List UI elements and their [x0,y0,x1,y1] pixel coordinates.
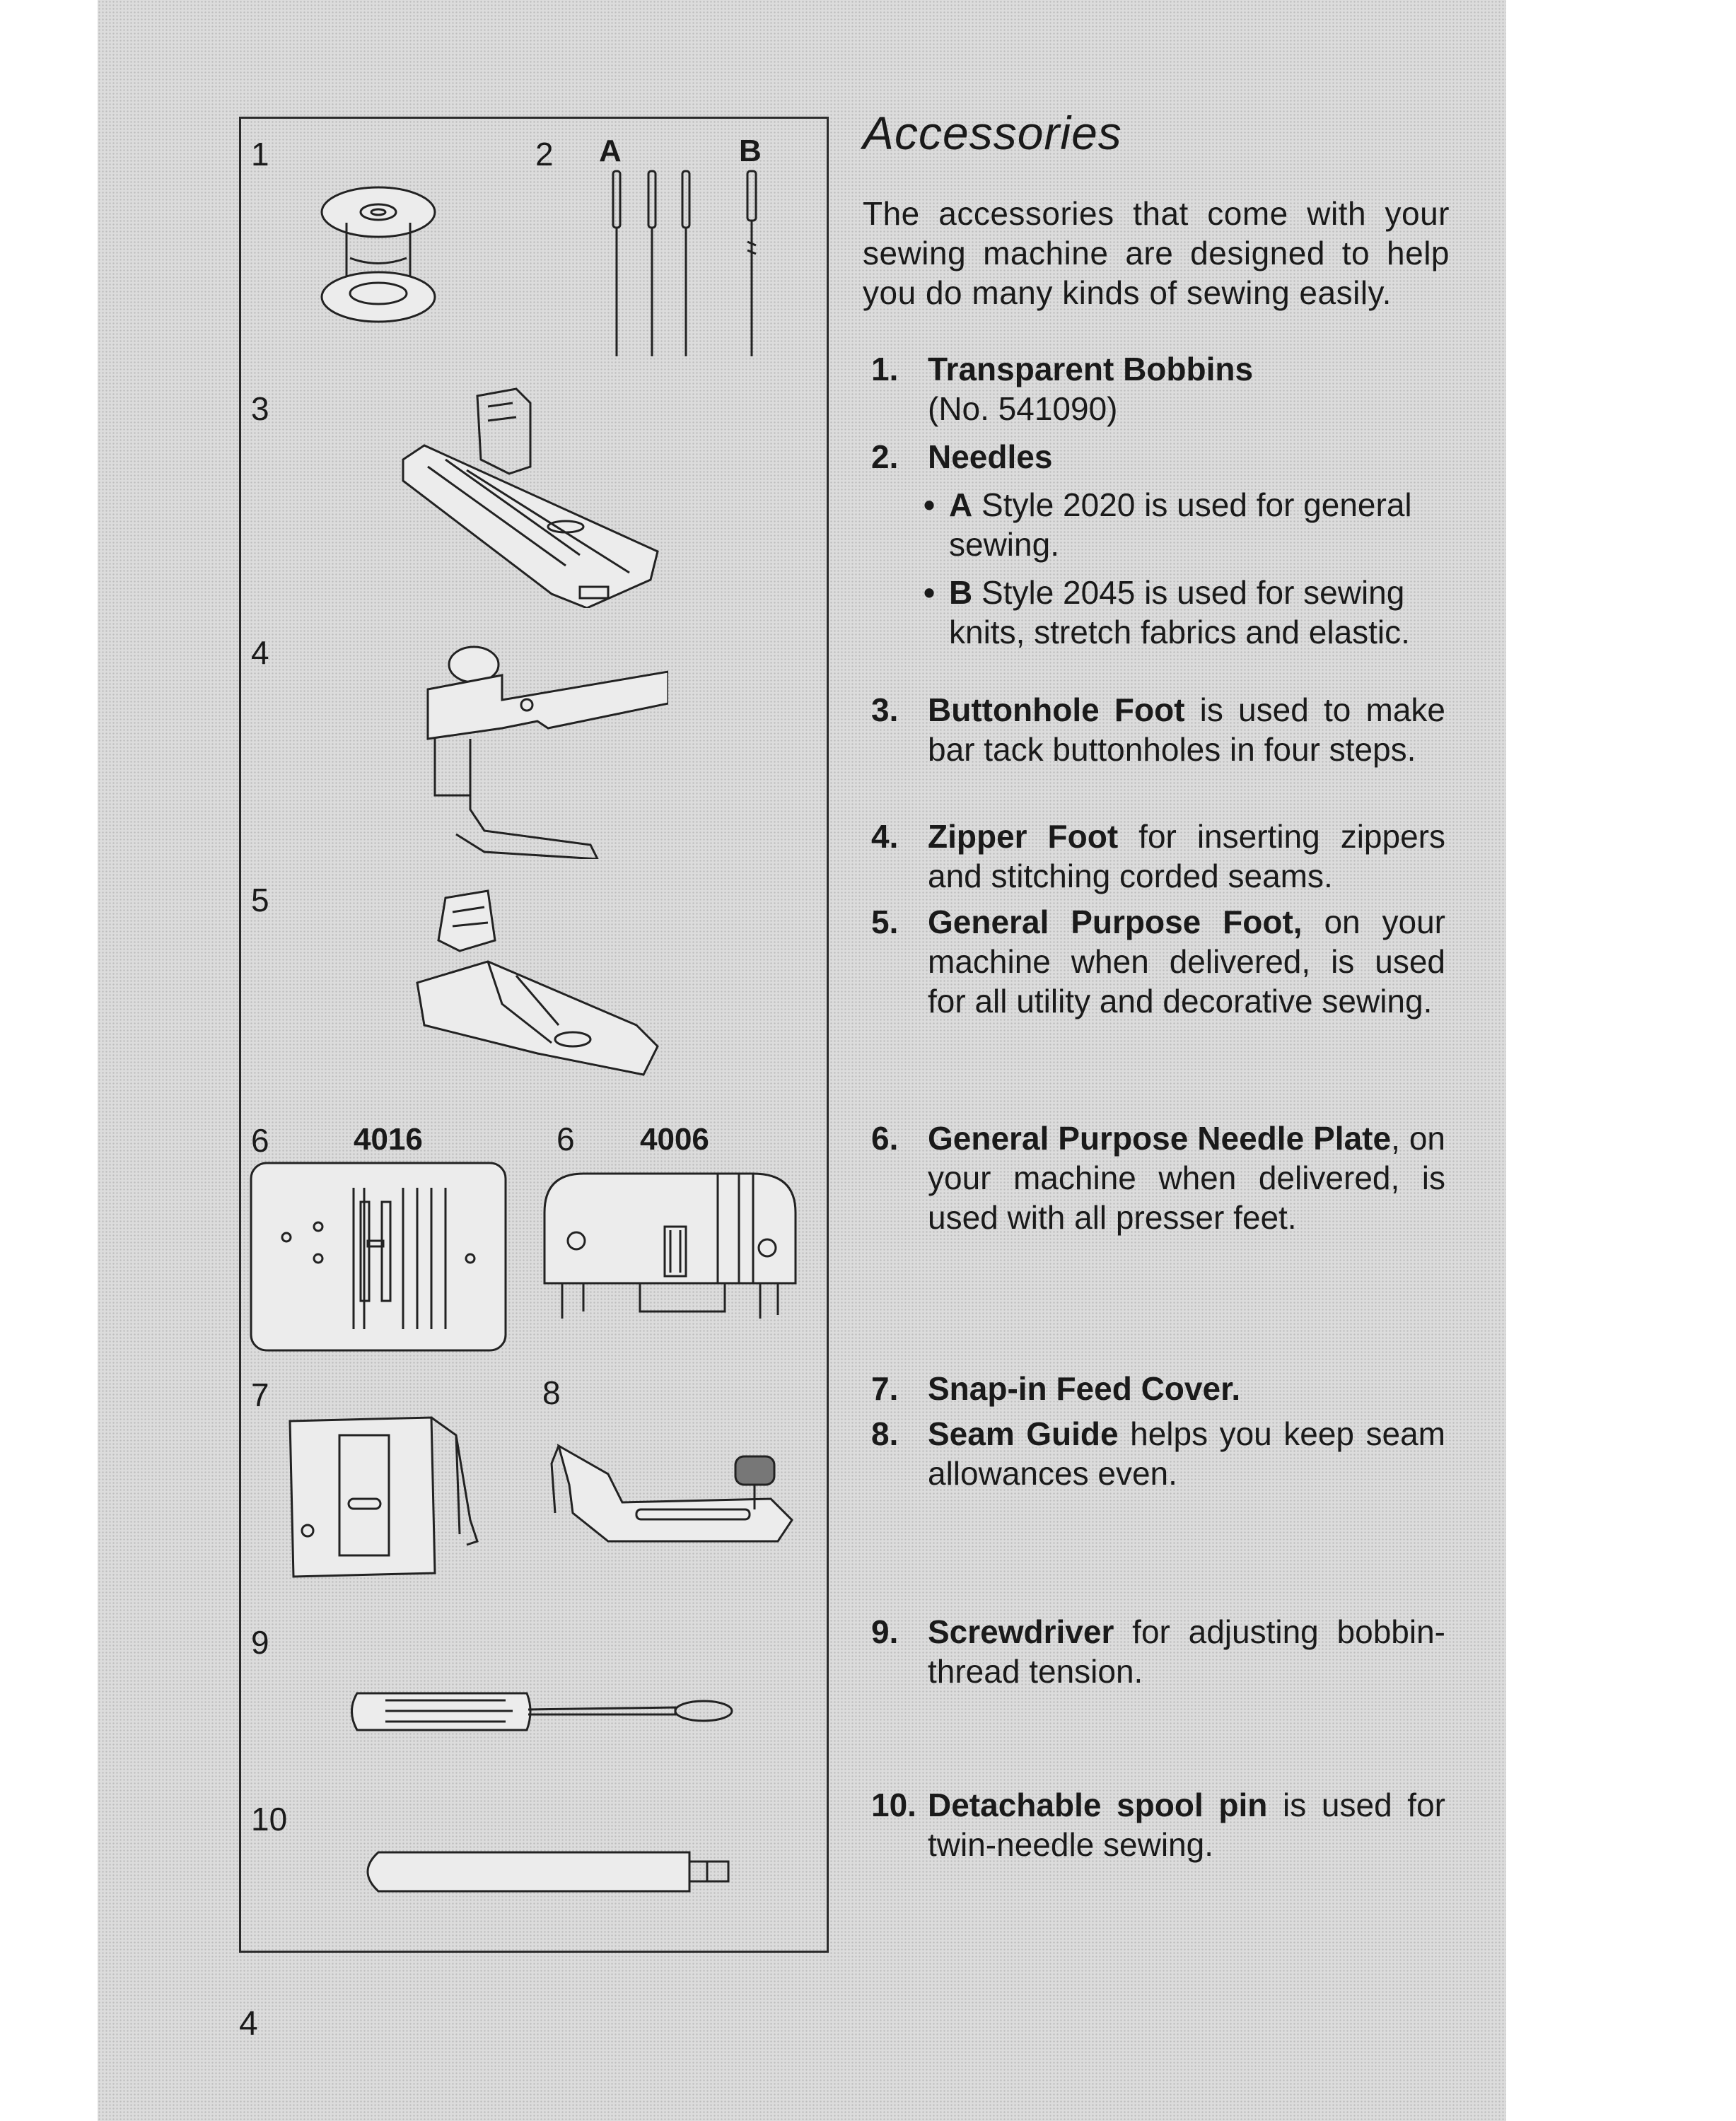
figure-label-5: 5 [251,882,269,918]
figure-label-2: 2 [535,136,554,173]
needle-style-b-letter: B [949,574,973,611]
item-8 [871,1414,1445,1493]
item-3-number: 3. [871,691,899,728]
needle-plate-4016-illustration [247,1159,509,1354]
item-6-text: , on your machine when delivered, is used with all presser feet. [928,1120,1445,1236]
item-1-number: 1. [871,351,899,387]
screwdriver-illustration [343,1683,742,1741]
page-number: 4 [239,2005,258,2043]
needle-style-a [924,485,1445,564]
item-4-title: Zipper Foot [928,818,1119,855]
item-8-text: helps you keep seam allowances even. [928,1415,1445,1492]
figure-label-6b: 6 [557,1121,575,1157]
item-3-text: is used to make bar tack buttonholes in four steps. [928,691,1445,768]
bullet-icon: • [924,574,936,611]
figure-label-3: 3 [251,390,269,427]
item-4-text: for inserting zippers and stitching corded seams. [928,818,1445,894]
item-10-number: 10. [871,1787,916,1823]
item-8-title: Seam Guide [928,1415,1119,1452]
item-4 [871,817,1445,896]
bobbin-illustration [315,180,442,332]
item-7-number: 7. [871,1370,899,1407]
item-6-number: 6. [871,1120,899,1157]
item-1-text: (No. 541090) [928,390,1118,427]
needle-style-a-letter: A [949,486,973,523]
needle-label-b: B [739,134,762,168]
needle-style-b-text: Style 2045 is used for sewing knits, stretch fabrics and elastic. [949,574,1410,650]
zipper-foot-illustration [407,633,668,859]
item-2-number: 2. [871,438,899,475]
needle-label-a: A [599,134,622,168]
item-10-title: Detachable spool pin [928,1787,1268,1823]
item-8-number: 8. [871,1415,899,1452]
item-10 [871,1785,1445,1864]
seam-guide-illustration [544,1435,799,1545]
figure-label-8: 8 [542,1374,561,1411]
item-4-number: 4. [871,818,899,855]
item-9 [871,1612,1445,1691]
figure-label-6a: 6 [251,1122,269,1159]
intro-paragraph: The accessories that come with your sewing machine are designed to help you do many kinds of sewing easily. [863,195,1450,311]
general-purpose-foot-illustration [410,884,665,1082]
figure-label-9: 9 [251,1624,269,1661]
bullet-icon: • [924,486,936,523]
spool-pin-illustration [357,1849,732,1895]
item-6 [871,1118,1445,1237]
item-3-title: Buttonhole Foot [928,691,1185,728]
item-7-title: Snap-in Feed Cover. [928,1370,1241,1407]
item-5 [871,902,1445,1021]
needles-illustration [605,164,774,362]
item-2 [871,437,1445,652]
figure-label-10: 10 [251,1801,288,1837]
item-6-title: General Purpose Needle Plate [928,1120,1392,1157]
item-5-text: on your machine when delivered, is used for all utility and decorative sewing. [928,904,1445,1019]
figure-label-1: 1 [251,136,269,173]
item-1-title: Transparent Bobbins [928,351,1254,387]
needle-plate-4006-illustration [541,1170,799,1333]
item-5-title: General Purpose Foot, [928,904,1303,940]
accessories-text-column [863,106,1450,312]
item-10-text: is used for twin-needle sewing. [928,1787,1445,1863]
needle-style-a-text: Style 2020 is used for general sewing. [949,486,1412,563]
buttonhole-foot-illustration [396,382,668,608]
item-9-number: 9. [871,1613,899,1650]
plate-code-4016: 4016 [354,1122,423,1157]
plate-code-4006: 4006 [640,1122,709,1157]
item-1 [871,349,1445,428]
figure-label-4: 4 [251,634,269,671]
item-5-number: 5. [871,904,899,940]
figure-label-7: 7 [251,1377,269,1413]
item-3 [871,690,1445,769]
item-9-text: for adjusting bobbin-thread tension. [928,1613,1445,1690]
page-title: Accessories [863,107,1122,159]
item-2-title: Needles [928,438,1053,475]
needle-style-b [924,573,1445,652]
snap-in-feed-cover-illustration [286,1414,484,1580]
item-9-title: Screwdriver [928,1613,1114,1650]
item-7 [871,1369,1445,1408]
